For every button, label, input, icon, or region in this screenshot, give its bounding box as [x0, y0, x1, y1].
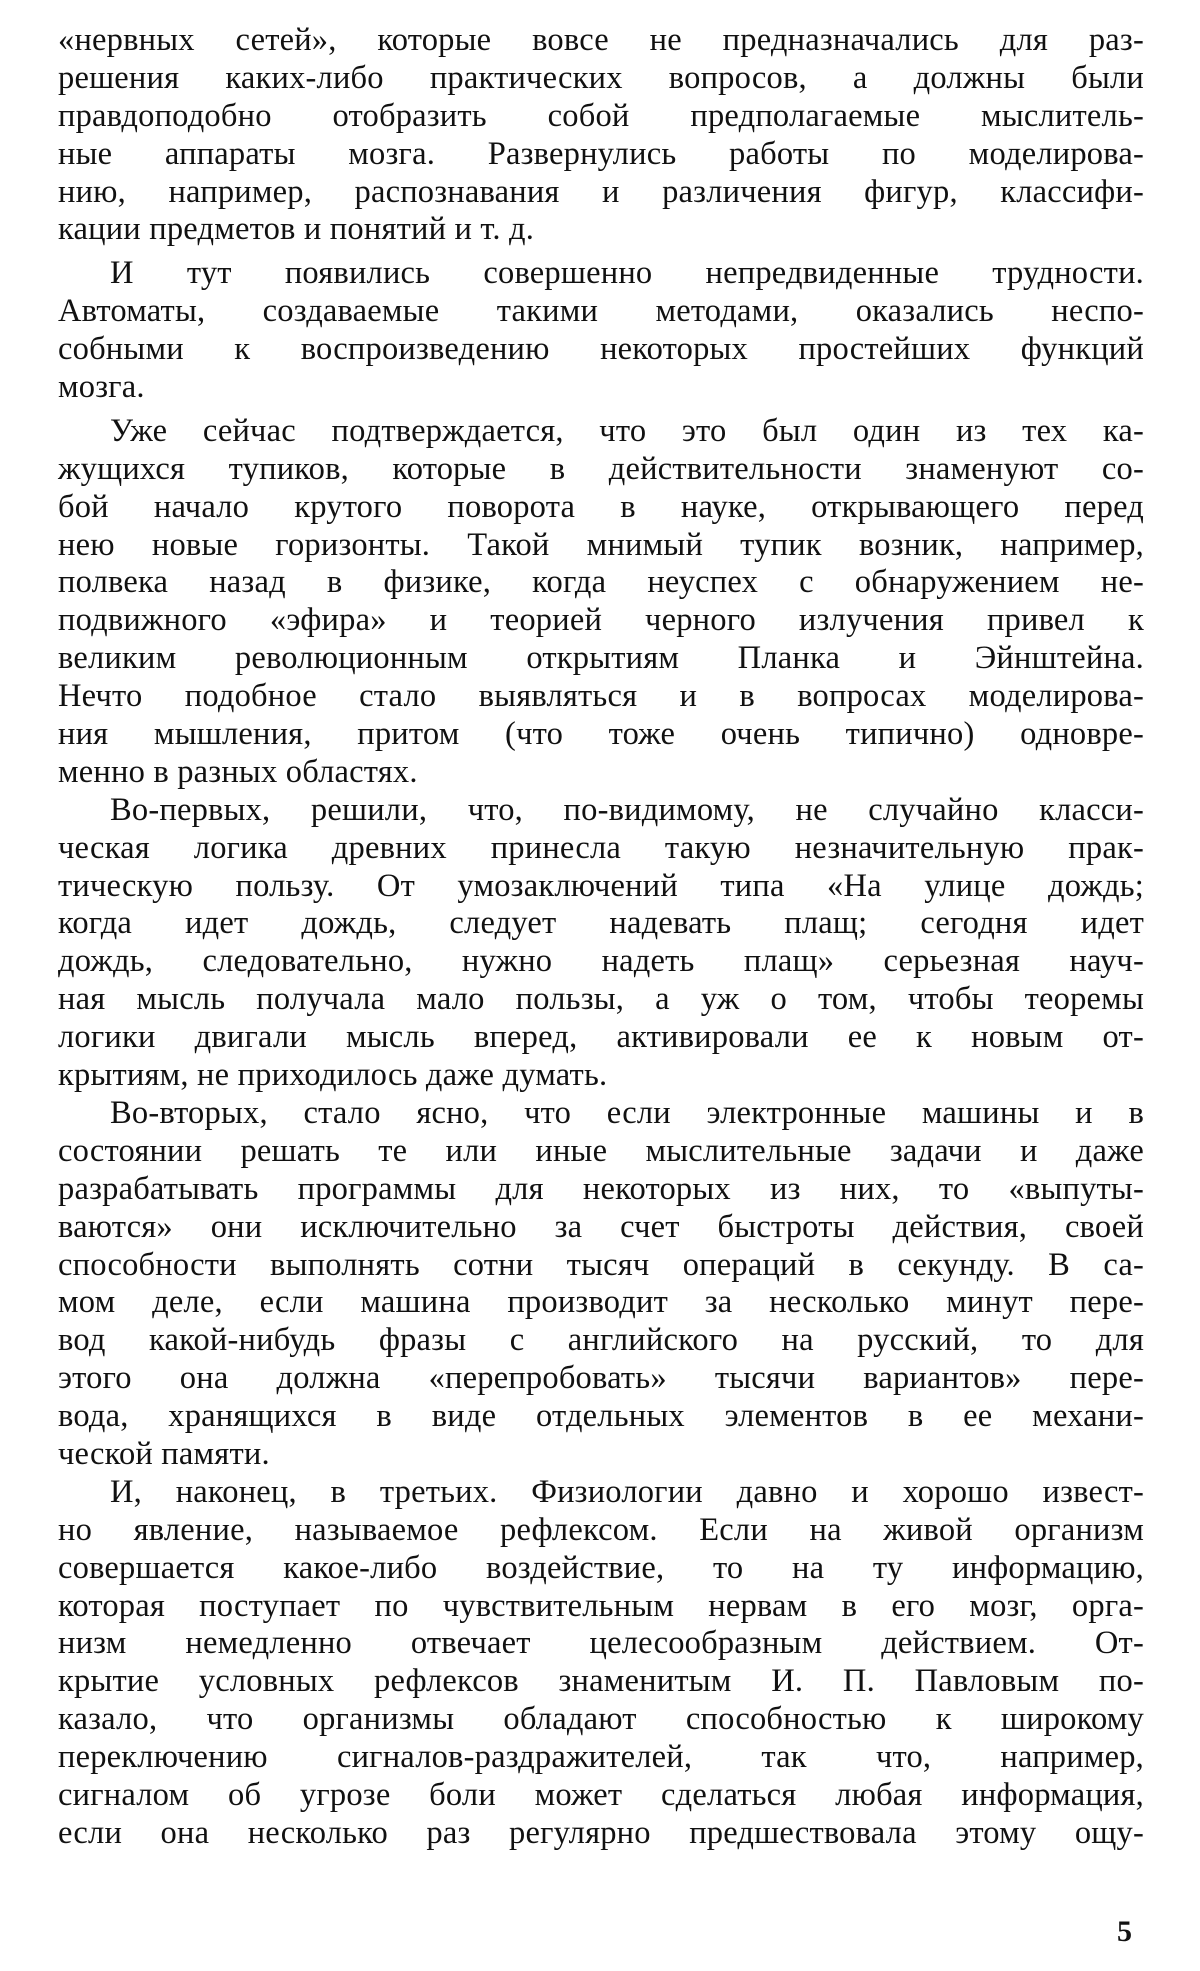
text-line: правдоподобно отобразить собой предполагаемые мыслитель-: [58, 97, 1144, 134]
text-line: ваются» они исключительно за счет быстроты действия, своей: [58, 1208, 1144, 1245]
text-line: Нечто подобное стало выявляться и в вопросах моделирова-: [58, 678, 1144, 715]
text-line: мом деле, если машина производит за несколько минут пере-: [58, 1284, 1144, 1321]
text-line: вода, хранящихся в виде отдельных элементов в ее механи-: [58, 1398, 1144, 1435]
text-line: решения каких-либо практических вопросов, а должны были: [58, 59, 1144, 96]
text-line: состоянии решать те или иные мыслительные задачи и даже: [58, 1132, 1144, 1169]
text-line: низм немедленно отвечает целесообразным действием. От-: [58, 1625, 1144, 1662]
text-line: подвижного «эфира» и теорией черного излучения привел к: [58, 602, 1144, 639]
text-line: собными к воспроизведению некоторых простейших функций: [58, 331, 1144, 368]
text-line: ные аппараты мозга. Развернулись работы по моделирова-: [58, 135, 1144, 172]
text-line: тическую пользу. От умозаключений типа «На улице дождь;: [58, 867, 1144, 904]
text-line: Во-вторых, стало ясно, что если электронные машины и в: [110, 1094, 1144, 1131]
text-line: нею новые горизонты. Такой мнимый тупик возник, например,: [58, 526, 1144, 563]
text-line: крытиям, не приходилось даже думать.: [58, 1057, 608, 1094]
text-line: разрабатывать программы для некоторых из них, то «выпуты-: [58, 1170, 1144, 1207]
text-line: переключению сигналов-раздражителей, так что, например,: [58, 1739, 1144, 1776]
text-line: И, наконец, в третьих. Физиологии давно и хорошо извест-: [110, 1473, 1144, 1510]
paragraph: [58, 1095, 1144, 1474]
text-line: жущихся тупиков, которые в действительности знаменуют со-: [58, 450, 1144, 487]
text-line: нию, например, распознавания и различения фигур, классифи-: [58, 173, 1144, 210]
page-number: 5: [1117, 1915, 1132, 1948]
text-line: совершается какое-либо воздействие, то на ту информацию,: [58, 1549, 1144, 1586]
text-line: которая поступает по чувствительным нервам в его мозг, орга-: [58, 1587, 1144, 1624]
text-line: сигналом об угрозе боли может сделаться любая информация,: [58, 1776, 1144, 1813]
text-line: крытие условных рефлексов знаменитым И. П. Павловым по-: [58, 1663, 1144, 1700]
text-line: казало, что организмы обладают способностью к широкому: [58, 1701, 1144, 1738]
text-line: но явление, называемое рефлексом. Если на живой организм: [58, 1511, 1144, 1548]
paragraph: [58, 413, 1144, 792]
text-line: кации предметов и понятий и т. д.: [58, 211, 535, 248]
text-line: когда идет дождь, следует надевать плащ; сегодня идет: [58, 905, 1144, 942]
text-line: великим революционным открытиям Планка и Эйнштейна.: [58, 640, 1144, 677]
text-line: ная мысль получала мало пользы, а уж о том, чтобы теоремы: [58, 981, 1144, 1018]
text-line: полвека назад в физике, когда неуспех с обнаружением не-: [58, 564, 1144, 601]
paragraph: [58, 792, 1144, 1095]
text-line: «нервных сетей», которые вовсе не предназначались для раз-: [58, 22, 1144, 58]
text-line: ческой памяти.: [58, 1435, 270, 1472]
text-line: логики двигали мысль вперед, активировали ее к новым от-: [58, 1019, 1144, 1056]
text-line: И тут появились совершенно непредвиденные трудности.: [110, 255, 1144, 292]
paragraph: [58, 255, 1144, 407]
paragraph: [58, 22, 1144, 249]
text-line: ния мышления, притом (что тоже очень типично) одновре-: [58, 716, 1144, 753]
text-line: Уже сейчас подтверждается, что это был один из тех ка-: [110, 412, 1144, 449]
text-line: Автоматы, создаваемые такими методами, оказались неспо-: [58, 293, 1144, 330]
text-line: если она несколько раз регулярно предшествовала этому ощу-: [58, 1814, 1144, 1851]
text-line: бой начало крутого поворота в науке, открывающего перед: [58, 488, 1144, 525]
text-line: этого она должна «перепробовать» тысячи вариантов» пере-: [58, 1360, 1144, 1397]
text-line: мозга.: [58, 369, 145, 406]
paragraph: [58, 1474, 1144, 1853]
text-line: менно в разных областях.: [58, 753, 418, 790]
text-line: Во-первых, решили, что, по-видимому, не случайно класси-: [110, 791, 1144, 828]
text-line: вод какой-нибудь фразы с английского на русский, то для: [58, 1322, 1144, 1359]
text-line: способности выполнять сотни тысяч операций в секунду. В са-: [58, 1246, 1144, 1283]
page-body: [58, 22, 1144, 1853]
text-line: дождь, следовательно, нужно надеть плащ» серьезная науч-: [58, 943, 1144, 980]
text-line: ческая логика древних принесла такую незначительную прак-: [58, 829, 1144, 866]
